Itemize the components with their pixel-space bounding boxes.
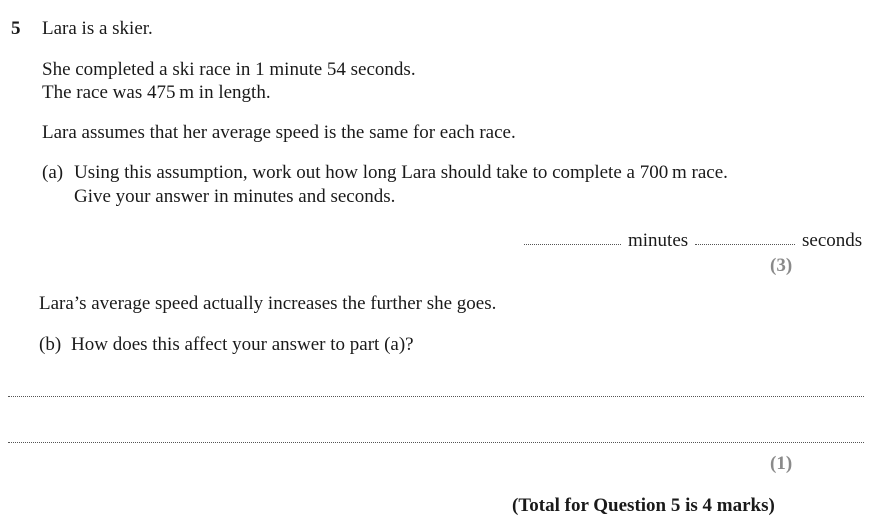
minutes-unit: minutes <box>628 230 689 251</box>
question-number: 5 <box>11 18 21 39</box>
interlude-text: Lara’s average speed actually increases the further she goes. <box>39 293 497 314</box>
part-b-marks: (1) <box>770 453 793 474</box>
part-b-label: (b) <box>39 334 62 355</box>
total-marks: (Total for Question 5 is 4 marks) <box>512 495 775 516</box>
part-b-answer-line-2[interactable] <box>8 442 864 443</box>
question-intro: Lara is a skier. <box>42 18 153 39</box>
part-a-label: (a) <box>42 162 64 183</box>
question-line-2: The race was 475 m in length. <box>42 82 271 103</box>
part-a-line-2: Give your answer in minutes and seconds. <box>74 186 396 207</box>
minutes-answer-line[interactable] <box>524 244 621 245</box>
question-line-1: She completed a ski race in 1 minute 54 seconds. <box>42 59 416 80</box>
part-a-line-1: Using this assumption, work out how long Lara should take to complete a 700 m race. <box>74 162 728 183</box>
part-b-answer-line-1[interactable] <box>8 396 864 397</box>
part-a-marks: (3) <box>770 255 793 276</box>
part-b-text: How does this affect your answer to part (a)? <box>71 334 414 355</box>
seconds-unit: seconds <box>802 230 863 251</box>
seconds-answer-line[interactable] <box>695 244 795 245</box>
question-assumption: Lara assumes that her average speed is the same for each race. <box>42 122 516 143</box>
